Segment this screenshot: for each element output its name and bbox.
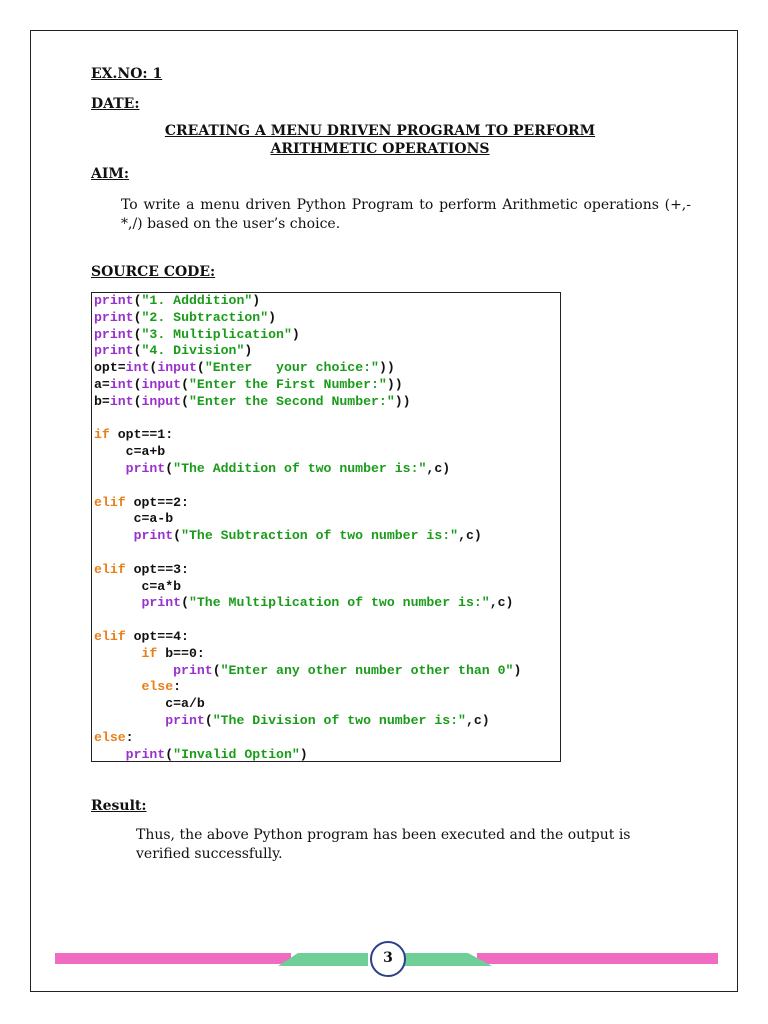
date-label: DATE: (91, 96, 140, 112)
code-token: "The Multiplication of two number is:" (188, 595, 490, 611)
code-token: opt==3: (125, 561, 189, 577)
code-token: print (94, 343, 134, 359)
code-token: c=a+b (94, 444, 166, 460)
code-line (94, 377, 403, 394)
result-text: Thus, the above Python program has been executed and the output is verified successfully. (136, 827, 631, 862)
code-line (94, 528, 482, 545)
code-token: elif (94, 629, 126, 644)
code-token: ) (244, 343, 253, 359)
code-line (94, 646, 205, 663)
code-token: ,c) (426, 461, 451, 476)
code-token: if (141, 645, 158, 661)
code-token: "4. Division" (141, 343, 245, 359)
code-token: ,c) (489, 595, 514, 611)
code-token (94, 713, 165, 728)
code-token: "Invalid Option" (173, 746, 300, 762)
code-token: print (125, 746, 166, 762)
code-token: ( (165, 746, 174, 762)
code-line (94, 478, 102, 495)
code-token: "The Subtraction of two number is:" (181, 528, 459, 544)
code-token: opt==4: (125, 629, 189, 644)
code-token: c=a/b (94, 696, 205, 712)
code-token: ( (173, 528, 182, 544)
code-token (94, 679, 141, 694)
code-line (94, 713, 490, 730)
code-token: print (94, 326, 134, 342)
code-token: ( (133, 326, 142, 342)
code-token: "Enter your choice:" (204, 360, 379, 376)
code-token: ,c) (465, 713, 490, 728)
code-token: b= (94, 393, 110, 409)
code-token: ) (299, 746, 308, 762)
code-token: ( (133, 293, 142, 308)
code-token: print (94, 309, 134, 325)
source-code-block (91, 292, 561, 762)
code-token: ) (513, 662, 522, 678)
code-line (94, 427, 173, 444)
code-token: ( (165, 461, 174, 476)
code-token: opt= (94, 360, 126, 376)
code-line (94, 579, 181, 596)
code-line (94, 343, 252, 360)
code-line (94, 495, 189, 512)
code-token: ( (133, 343, 142, 359)
code-token: print (133, 528, 174, 544)
code-token: ( (181, 595, 189, 611)
page-number: 3 (370, 941, 406, 977)
code-token: ) (252, 293, 261, 308)
code-token: print (94, 293, 134, 308)
code-token: elif (94, 561, 126, 577)
code-token: else (141, 679, 174, 695)
code-token: ( (196, 360, 205, 376)
code-token: ) (291, 326, 300, 342)
code-token: )) (394, 393, 411, 409)
code-token: )) (386, 377, 403, 392)
code-token (94, 595, 141, 610)
code-line (94, 562, 189, 579)
code-token: "The Addition of two number is:" (173, 461, 427, 476)
aim-heading: AIM: (91, 166, 130, 182)
code-token: "Enter any other number other than 0" (220, 662, 514, 678)
code-token: a= (94, 377, 110, 392)
code-line (94, 696, 205, 713)
code-line (94, 679, 181, 696)
source-code-heading: SOURCE CODE: (91, 264, 216, 280)
code-token: : (173, 679, 182, 695)
code-token (94, 663, 173, 678)
code-token: ( (181, 377, 189, 392)
code-token: input (141, 393, 182, 409)
code-token: : (125, 729, 134, 745)
code-line (94, 595, 513, 612)
code-token: if (94, 427, 110, 443)
code-token: ( (149, 360, 158, 376)
result-heading: Result: (91, 798, 147, 814)
code-line (94, 327, 300, 344)
code-line (94, 730, 134, 747)
code-token: ( (133, 309, 142, 325)
code-token: ,c) (458, 528, 482, 544)
code-token: )) (378, 360, 395, 376)
code-token: "Enter the Second Number:" (189, 393, 395, 409)
code-token: ( (181, 393, 189, 409)
code-token: ( (212, 662, 221, 678)
code-token: "The Division of two number is:" (212, 713, 466, 728)
aim-text: To write a menu driven Python Program to perform Arithmetic operations (+,-*,/) based on the user’s choice. (121, 197, 691, 232)
code-token: c=a*b (94, 578, 182, 594)
code-line (94, 310, 276, 327)
code-line (94, 411, 102, 428)
code-line (94, 293, 260, 310)
code-line (94, 444, 165, 461)
code-token: elif (94, 494, 126, 510)
code-line (94, 545, 102, 562)
code-token: "3. Multiplication" (141, 326, 292, 342)
code-line (94, 612, 102, 629)
code-token: b==0: (157, 645, 205, 661)
code-token: "Enter the First Number:" (189, 377, 387, 392)
code-token: opt==1: (109, 427, 174, 443)
code-token (94, 747, 126, 762)
code-token: "1. Adddition" (141, 293, 253, 308)
code-line (94, 461, 450, 478)
code-line (94, 394, 411, 411)
code-line (94, 629, 189, 646)
code-token: ( (133, 377, 142, 392)
code-token (94, 646, 141, 661)
code-token: print (165, 713, 205, 728)
code-line (94, 747, 308, 764)
code-token: int (109, 377, 134, 392)
code-token: int (109, 393, 134, 409)
code-token: "2. Subtraction" (141, 309, 269, 325)
code-token: print (173, 662, 213, 678)
code-token: else (94, 729, 126, 745)
code-token: c=a-b (94, 511, 174, 527)
code-token: opt==2: (125, 494, 189, 510)
code-token (94, 528, 134, 543)
footer-bar-right (477, 953, 718, 964)
code-token: input (141, 377, 182, 392)
exercise-number: EX.NO: 1 (91, 66, 163, 82)
code-token: print (125, 461, 166, 476)
footer-bar-left (55, 953, 291, 964)
code-line (94, 511, 173, 528)
code-line (94, 663, 521, 680)
code-token: ( (133, 393, 142, 409)
code-token: input (157, 360, 197, 376)
code-token (94, 461, 126, 476)
code-token: ) (268, 309, 277, 325)
document-title: CREATING A MENU DRIVEN PROGRAM TO PERFORM ARITHMETIC OPERATIONS (164, 123, 596, 157)
code-token: int (125, 360, 150, 376)
code-line (94, 360, 395, 377)
code-token: print (141, 595, 182, 611)
code-token: ( (204, 713, 213, 728)
